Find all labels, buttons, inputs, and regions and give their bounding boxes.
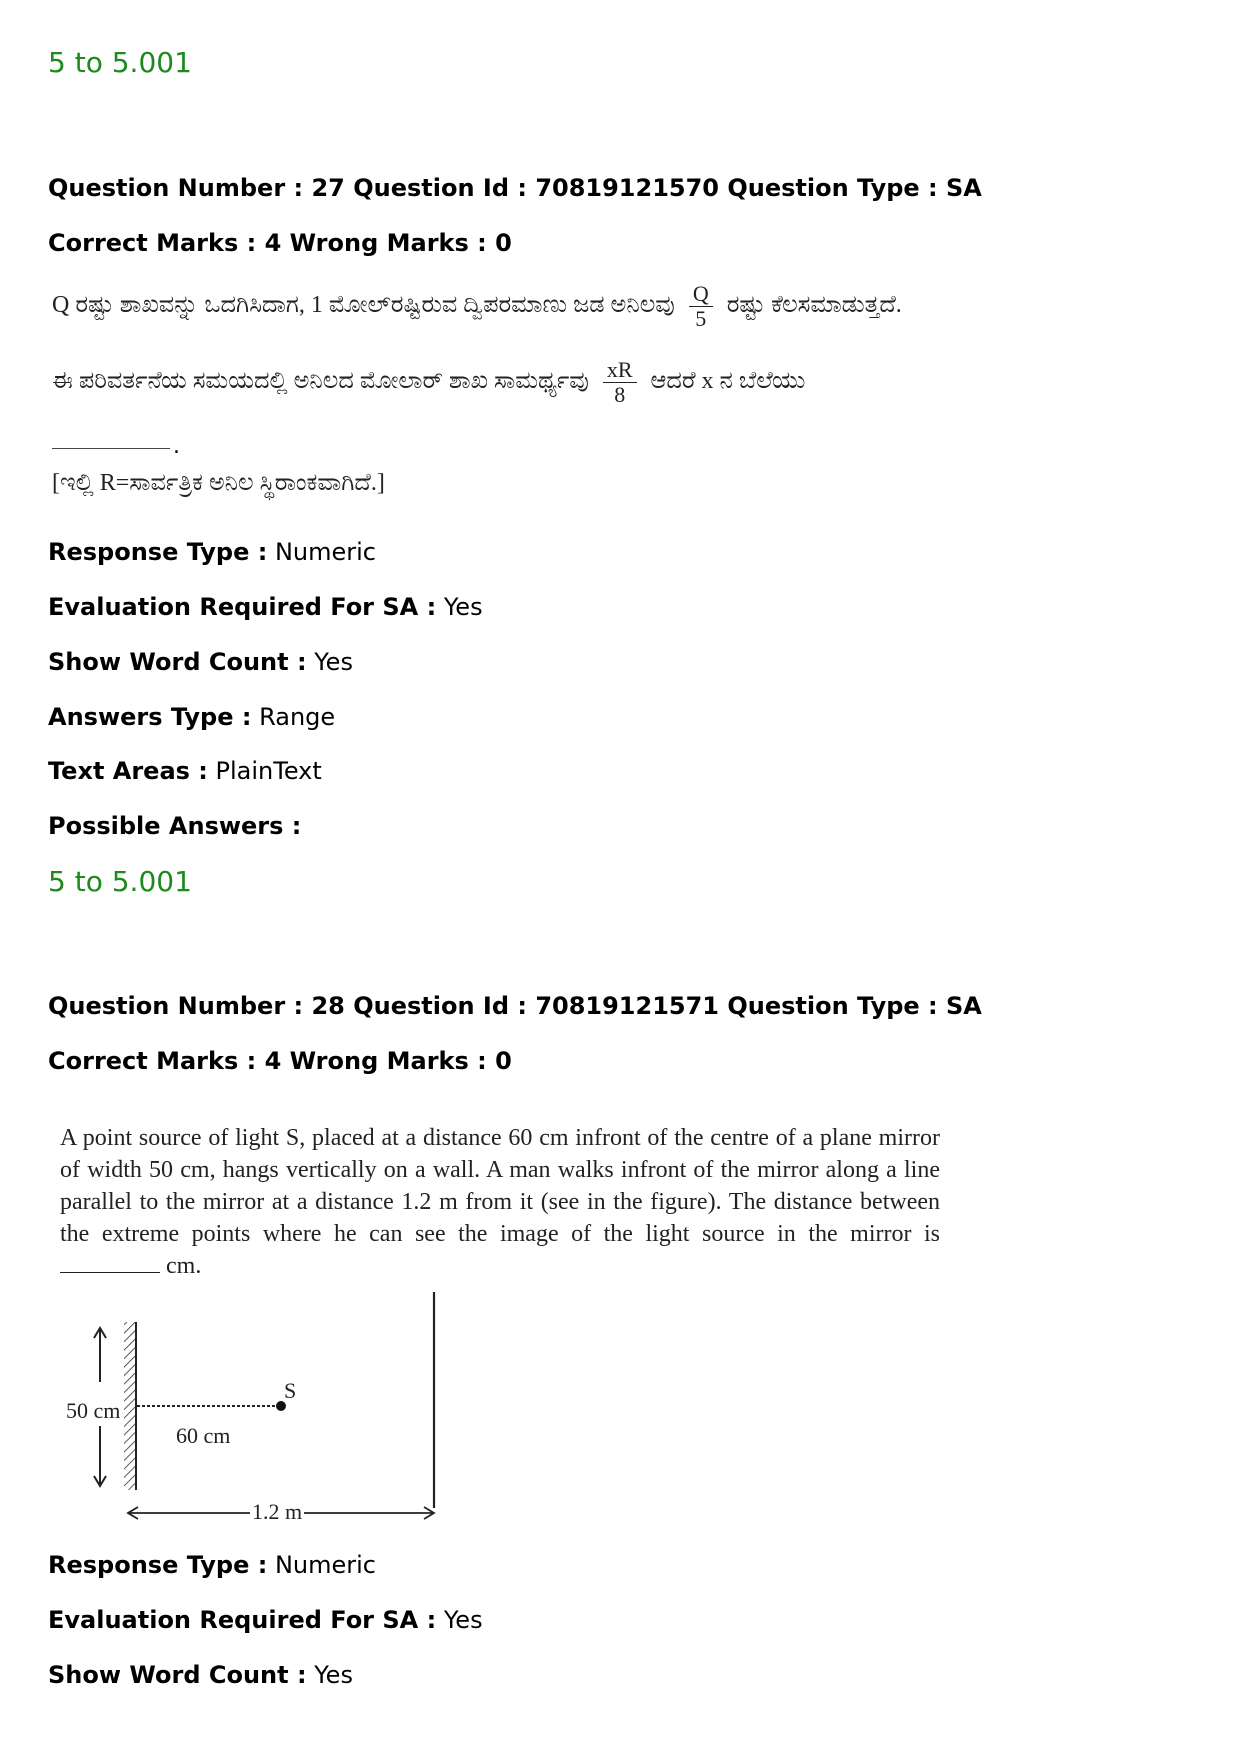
q27-possible-answers: Possible Answers :: [48, 812, 302, 840]
q27-kannada-line1: [52, 282, 902, 331]
q27-header: Question Number : 27 Question Id : 70819121570 Question Type : SA: [48, 174, 982, 202]
q28-show-word-count: Show Word Count : Yes: [48, 1661, 353, 1689]
q27-kn-line1-a: Q ರಷ್ಟು ಶಾಖವನ್ನು ಒದಗಿಸಿದಾಗ, 1 ಮೋಲ್‌ರಷ್ಟಿರುವ ದ್ವಿಪರಮಾಣು ಜಡ ಅನಿಲವು: [52, 292, 675, 319]
q27-evaluation-required: Evaluation Required For SA : Yes: [48, 593, 483, 621]
q27-text-areas: Text Areas : PlainText: [48, 757, 322, 785]
q27-frac1-den: 5: [695, 306, 707, 331]
q27-response-type: Response Type : Numeric: [48, 538, 376, 566]
q28-marks: Correct Marks : 4 Wrong Marks : 0: [48, 1047, 512, 1075]
q27-kn-line2-b: ಆದರೆ x ನ ಬೆಲೆಯು: [650, 368, 806, 395]
q27-kn-line1-b: ರಷ್ಟು ಕೆಲಸಮಾಡುತ್ತದೆ.: [726, 292, 902, 319]
q27-kannada-note: [ಇಲ್ಲಿ R=ಸಾರ್ವತ್ರಿಕ ಅನಿಲ ಸ್ಥಿರಾಂಕವಾಗಿದೆ.]: [52, 470, 385, 496]
previous-answer: 5 to 5.001: [48, 46, 192, 79]
q27-kannada-line2: [52, 358, 805, 407]
q27-frac1-num: Q: [689, 282, 713, 307]
q28-question-text-b: cm.: [166, 1253, 202, 1279]
q28-evaluation-required: Evaluation Required For SA : Yes: [48, 1606, 483, 1634]
figure-label-source: S: [284, 1378, 297, 1403]
q27-kn-line2-a: ಈ ಪರಿವರ್ತನೆಯ ಸಮಯದಲ್ಲಿ ಅನಿಲದ ಮೋಲಾರ್ ಶಾಖ ಸಾಮರ್ಥ್ಯವು: [52, 368, 589, 395]
q27-frac2-den: 8: [614, 382, 626, 407]
q27-answer-blank: [52, 448, 170, 449]
q27-answers-type: Answers Type : Range: [48, 703, 336, 731]
q28-response-type: Response Type : Numeric: [48, 1551, 376, 1579]
q27-marks: Correct Marks : 4 Wrong Marks : 0: [48, 229, 512, 257]
q28-question-text: [60, 1122, 940, 1282]
figure-label-60cm: 60 cm: [176, 1423, 231, 1448]
figure-label-width: 50 cm: [66, 1398, 121, 1423]
q27-fraction-xr-over-8: [603, 358, 637, 407]
q27-answer: 5 to 5.001: [48, 865, 192, 898]
mirror-hatching: [124, 1322, 136, 1490]
q27-frac2-num: xR: [603, 358, 637, 383]
q27-fraction-q-over-5: [689, 282, 713, 331]
figure-label-1-2m: 1.2 m: [252, 1499, 303, 1524]
q28-header: Question Number : 28 Question Id : 70819121571 Question Type : SA: [48, 992, 982, 1020]
q27-show-word-count: Show Word Count : Yes: [48, 648, 353, 676]
q28-question-text-a: A point source of light S, placed at a distance 60 cm infront of the centre of a plane mirror of width 50 cm, hangs vertically on a wall. A man walks infront of the mirror along a line parallel to the mirror at a distance 1.2 m from it (see in the figure). The distance between the extreme points where he can see the image of the light source in the mirror is: [60, 1125, 940, 1247]
q27-blank-period: .: [173, 434, 180, 459]
q28-mirror-figure: [0, 1270, 460, 1520]
